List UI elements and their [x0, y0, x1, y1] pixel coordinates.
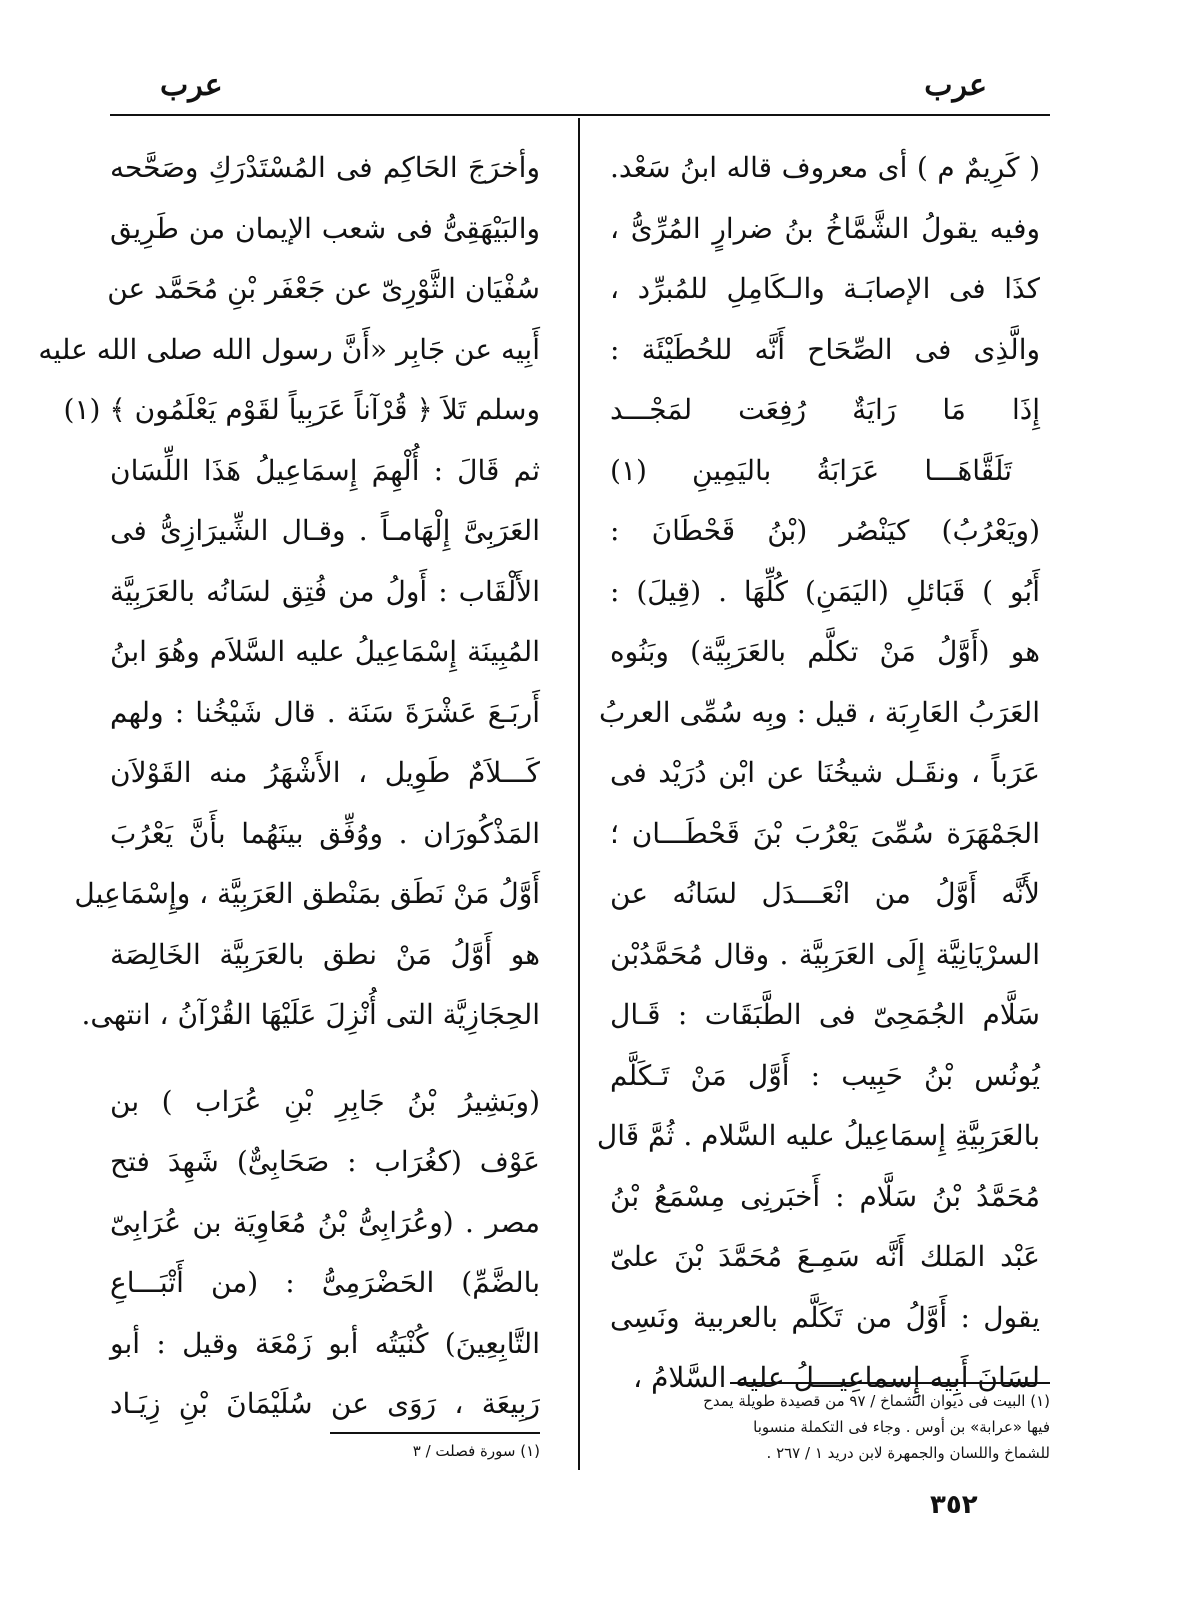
page-number: ٣٥٢ [930, 1490, 978, 1520]
text-line: مُحَمَّدُ بْنُ سَلَّام : أَخبَرنِى مِسْمَعُ بْنُ [610, 1179, 1040, 1213]
text-line: ( كَرِيمٌ م ) أى معروف قاله ابنُ سَعْد. [610, 151, 1040, 184]
text-line: العَرَبُ العَارِبَة ، قيل : وبِه سُمِّى العربُ [598, 695, 1040, 729]
text-line: أَبُو ) قَبَائلِ (اليَمَنِ) كُلِّهَا . (قِيلَ) : [610, 574, 1040, 608]
footnote-line: فيها «عرابة» بن أوس . وجاء فى التكملة منسوبا [753, 1418, 1050, 1436]
text-line: يُونُس بْنُ حَبِيب : أَوَّل مَنْ تَـكَلَّم [610, 1058, 1040, 1092]
text-line: العَرَبِىَّ إِلْهَامـاً . وقـال الشِّيرَازِىُّ فى [110, 514, 540, 547]
footnote-line: (١) سورة فصلت / ٣ [412, 1442, 540, 1460]
text-line: وأخرَجَ الحَاكِم فى المُسْتَدْرَكِ وصَحَّحه [110, 151, 540, 184]
text-line: الحِجَازِيَّة التى أُنْزِلَ عَلَيْهَا القُرْآنُ ، انتهى. [81, 998, 540, 1031]
running-header-right: عرب [924, 68, 987, 103]
text-line: أَربَـعَ عَشْرَةَ سَنَة . قال شَيْخُنا : ولهم [110, 695, 540, 729]
footnote-left [320, 1438, 540, 1464]
text-line: الجَمْهَرَة سُمِّىَ يَعْرُبَ بْنَ قَحْطَـــان ؛ [610, 816, 1040, 850]
text-line: عَرَباً ، ونقَـل شيخُنَا عن ابْن دُرَيْد فى [610, 756, 1040, 789]
header-rule [110, 114, 1050, 116]
text-line: والَّذِى فى الصِّحَاح أَنَّه للحُطَيْئَة : [610, 332, 1040, 366]
right-column [596, 138, 1040, 1409]
text-line: لسَانَ أَبِيه إِسماعِيـــلُ عليه السَّلامُ ، [633, 1361, 1040, 1394]
footnote-line: للشماخ واللسان والجمهرة لابن دريد ١ / ٢٦٧ . [766, 1444, 1050, 1462]
footnote-rule-right [730, 1382, 1050, 1384]
text-line: ثم قَالَ : أُلْهِمَ إِسمَاعِيلُ هَذَا اللِّسَان [110, 453, 540, 487]
text-line: أَبِيه عن جَابِر «أَنَّ رسول الله صلى الله عليه [38, 332, 540, 366]
text-line: والبَيْهَقِىُّ فى شعب الإيمان من طَرِيق [110, 211, 540, 245]
verse-hemistich: إِذَا مَا رَايَةٌ رُفِعَت لمَجْـــد [610, 393, 1040, 426]
text-line: بالعَرَبِيَّةِ إِسمَاعِيلُ عليه السَّلام . ثُمَّ قَال [596, 1119, 1040, 1152]
text-line: هو أَوَّلُ مَنْ نطق بالعَرَبِيَّة الخَالِصَة [110, 937, 540, 971]
text-line: سَلَّام الجُمَحِىّ فى الطَّبَقَات : قَـال [610, 998, 1040, 1031]
text-line: كذَا فى الإصابَـة والـكَامِلِ للمُبرِّد ، [610, 272, 1040, 305]
text-line: وفيه يقولُ الشَّمَّاخُ بنُ ضرارٍ المُرِّىُّ ، [610, 211, 1040, 245]
text-line: السرْيَانِيَّة إِلَى العَرَبِيَّة . وقال مُحَمَّدُبْن [610, 937, 1040, 971]
text-line: أَوَّلُ مَنْ نَطَق بمَنْطق العَرَبِيَّة ، وإِسْمَاعِيل [74, 877, 540, 910]
text-line: المُبِينَة إِسْمَاعِيلُ عليه السَّلاَم وهُوَ ابنُ [110, 635, 540, 668]
left-column [38, 138, 540, 1435]
footnote-rule-left [330, 1432, 540, 1434]
text-line: المَذْكُورَان . ووُفِّق بينَهُما بأَنَّ يَعْرُبَ [110, 816, 540, 850]
footnote-line: (١) البيت فى ديوان الشماخ / ٩٧ من قصيدة طويلة يمدح [703, 1392, 1050, 1410]
text-line: يقول : أَوَّلُ من تَكَلَّم بالعربية ونَسِى [610, 1300, 1040, 1334]
text-line: مصر . (وعُرَابِىُّ بْنُ مُعَاوِيَة بن عُرَابِىّ [110, 1205, 540, 1239]
text-line: كَـــلاَمٌ طَوِيل ، الأَشْهَرُ منه القَوْلاَن [110, 756, 540, 789]
column-divider [578, 118, 580, 1470]
text-line: عَوْف (كغُرَاب : صَحَابِىٌّ) شَهِدَ فتح [110, 1145, 540, 1178]
text-line: سُفْيَان الثَّوْرِىّ عن جَعْفَر بْنِ مُحَمَّد عن [107, 272, 540, 305]
text-line: (ويَعْرُبُ) كيَنْصُر (بْنُ قَحْطَانَ : [610, 514, 1040, 547]
text-line: بالضَّمِّ) الحَضْرَمِىُّ : (من أَتْبَـــاعِ [110, 1266, 540, 1299]
text-line: التَّابِعِينَ) كُنْيَتُه أبو زَمْعَة وقيل : أبو [110, 1326, 540, 1360]
paragraph-gap [110, 1046, 540, 1072]
text-line: لأَنَّه أَوَّلُ من انْعَـــدَل لسَانُه عن [610, 877, 1040, 910]
footnote-right [610, 1388, 1050, 1466]
text-line: رَبِيعَة ، رَوَى عن سُلَيْمَانَ بْنِ زِيَـاد [110, 1387, 540, 1420]
text-line: وسلم تَلاَ ﴿ قُرْآناً عَرَبِياً لقَوْم يَعْلَمُون ﴾ (١) [63, 393, 540, 426]
text-line: هو (أَوَّلُ مَنْ تكلَّم بالعَرَبِيَّة) وبَنُوه [610, 635, 1040, 668]
running-header-left: عرب [160, 68, 223, 103]
text-line: (وبَشِيرُ بْنُ جَابِرِ بْنِ عُرَاب ) بن [110, 1084, 540, 1118]
text-line: الأَلْقَاب : أَولُ من فُتِق لسَانُه بالعَرَبِيَّة [110, 574, 540, 608]
text-line: عَبْد المَلك أَنَّه سَمِـعَ مُحَمَّدَ بْنَ علىّ [610, 1240, 1040, 1273]
verse-hemistich: تَلَقَّاهَـــا عَرَابَةُ باليَمِينِ (١) [610, 453, 1012, 487]
